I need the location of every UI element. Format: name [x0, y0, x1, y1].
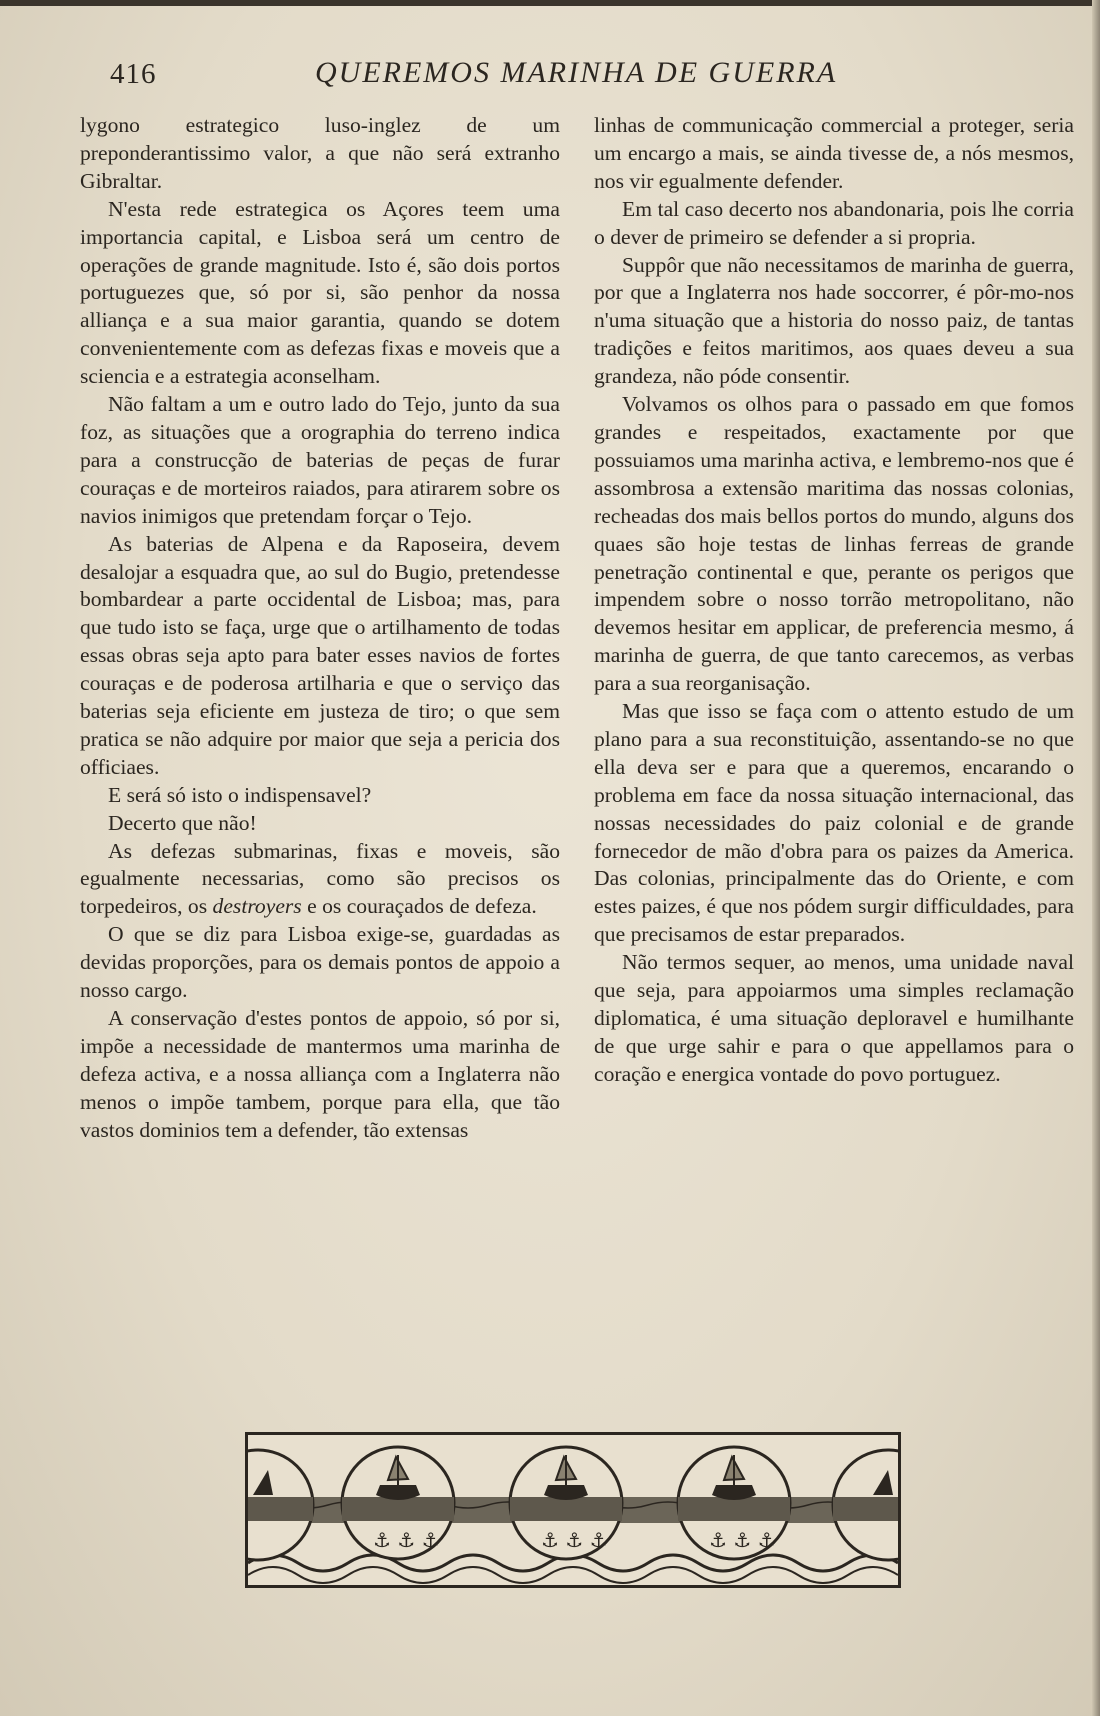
text-run: e os couraçados de defeza. — [307, 894, 537, 919]
paragraph: Em tal caso decerto nos abandonaria, pois lhe corria o dever de primeiro se defender a si propria. — [594, 196, 1074, 249]
ship-medallion-icon — [510, 1447, 622, 1559]
svg-text:⚓ ⚓ ⚓: ⚓ ⚓ ⚓ — [373, 1528, 440, 1552]
right-column — [594, 112, 1074, 1089]
ship-medallion-icon — [678, 1447, 790, 1559]
paragraph: E será só isto o indispensavel? — [108, 782, 372, 807]
frieze-illustration — [248, 1435, 898, 1585]
svg-text:⚓ ⚓ ⚓: ⚓ ⚓ ⚓ — [709, 1528, 776, 1552]
paragraph: Mas que isso se faça com o attento estudo de um plano para a sua reconstituição, assentando-se no que ella deva ser e para que a queremos, encarando o problema em face da nossa situação internacional, das nossas necessidades do paiz colonial e de grande fornecedor de mão d'obra para os paizes da America. Das colonias, principalmente das do Oriente, e com estes paizes, é que nos pódem surgir difficuldades, para que precisamos de estar preparados. — [594, 699, 1074, 947]
svg-text:⚓ ⚓ ⚓: ⚓ ⚓ ⚓ — [541, 1528, 608, 1552]
page-header — [110, 54, 1020, 94]
ship-medallion-icon — [248, 1450, 313, 1560]
text-run: As defezas submarinas, fixas e moveis, são egualmente necessarias, como são precisos os torpedeiros, os — [80, 838, 560, 919]
running-title: QUEREMOS MARINHA DE GUERRA — [315, 56, 838, 89]
paragraph: A conservação d'estes pontos de appoio, só por si, impõe a necessidade de mantermos uma marinha de defeza activa, e a nossa alliança com a Inglaterra não menos o impõe tambem, porque para ella, que tão vastos dominios tem a defender, tão extensas — [80, 1006, 560, 1142]
page-right-edge — [1092, 0, 1100, 1716]
page-top-edge — [0, 0, 1100, 6]
ship-medallion-frieze-icon — [245, 1432, 901, 1588]
paragraph: Não termos sequer, ao menos, uma unidade naval que seja, para appoiarmos uma simples reclamação diplomatica, é uma situação deploravel e humilhante de que urge sahir e para o que appellamos para o coração e energica vontade do povo portuguez. — [594, 950, 1074, 1086]
page-number: 416 — [110, 58, 157, 90]
paragraph: Decerto que não! — [108, 810, 257, 835]
paragraph: As baterias de Alpena e da Raposeira, devem desalojar a esquadra que, ao sul do Bugio, pretendesse bombardear a parte occidental de Lisboa; mas, para que tudo isto se faça, urge que o artilhamento de todas essas obras seja apto para bater esses navios de fortes couraças e de poderosa artilharia e que o serviço das baterias seja eficiente em justeza de tiro; o que sem pratica se não adquire por maior que seja a pericia dos officiaes. — [80, 531, 560, 779]
ship-medallion-icon — [342, 1447, 454, 1559]
paragraph: N'esta rede estrategica os Açores teem uma importancia capital, e Lisboa será um centro de operações de grande magnitude. Isto é, são dois portos portuguezes que, só por si, são penhor da nossa alliança e a sua maior garantia, quando se dotem convenientemente com as defezas fixas e moveis que a sciencia e a estrategia aconselham. — [80, 196, 560, 389]
paragraph — [80, 838, 560, 922]
paragraph: lygono estrategico luso-inglez de um preponderantissimo valor, a que não será extranho Gibraltar. — [80, 113, 560, 193]
paragraph: Suppôr que não necessitamos de marinha de guerra, por que a Inglaterra nos hade soccorrer, é pôr-mo-nos n'uma situação que a historia do nosso paiz, de tantas tradições e feitos maritimos, aos quaes deveu a sua grandeza, não póde consentir. — [594, 252, 1074, 389]
paragraph: Volvamos os olhos para o passado em que fomos grandes e respeitados, exactamente por que possuiamos uma marinha activa, e lembremo-nos que é assombrosa a extensão maritima das nossas colonias, recheadas dos mais bellos portos do mundo, alguns dos quaes são hoje testas de linhas ferreas de grande penetração continental e que, perante os perigos que impendem sobre o nosso torrão metropolitano, não devemos hesitar em applicar, de preferencia mesmo, á marinha de guerra, de que tanto carecemos, as verbas para a sua reorganisação. — [594, 392, 1074, 696]
paragraph: linhas de communicação commercial a proteger, seria um encargo a mais, se ainda tivesse de, a nós mesmos, nos vir egualmente defender. — [594, 113, 1074, 193]
paragraph: O que se diz para Lisboa exige-se, guardadas as devidas proporções, para os demais pontos de appoio a nosso cargo. — [80, 922, 560, 1003]
paragraph: Não faltam a um e outro lado do Tejo, junto da sua foz, as situações que a orographia do terreno indica para a construcção de baterias de peças de furar couraças e de morteiros raiados, para atirarem sobre os navios inimigos que pretendam forçar o Tejo. — [80, 392, 560, 528]
left-column — [80, 112, 560, 1145]
ship-medallion-icon — [833, 1450, 898, 1560]
italic-term: destroyers — [212, 894, 302, 919]
